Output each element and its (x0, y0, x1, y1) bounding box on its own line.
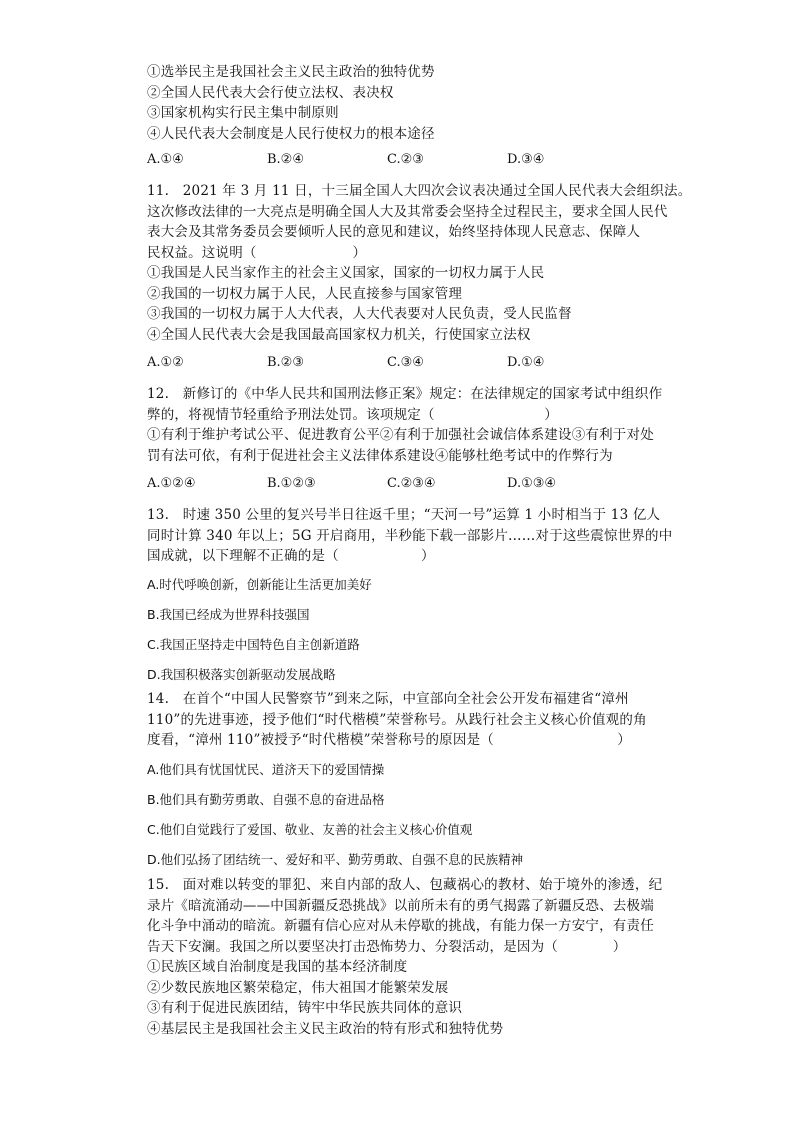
q10-option-c[interactable]: C.②③ (387, 152, 424, 167)
q15-stem-line: 化斗争中涌动的暗流。新疆有信心应对从未停歇的挑战，有能力保一方安宁，有责任 (147, 918, 654, 934)
q15-stem (147, 875, 667, 957)
q12-stem-line: 12. 新修订的《中华人民共和国刑法修正案》规定：在法律规定的国家考试中组织作 (147, 386, 663, 402)
q15-item-1: ①民族区域自治制度是我国的基本经济制度 (147, 959, 408, 975)
q14-stem-line: 110”的先进事迹，授予他们“时代楷模”荣誉称号。从践行社会主义核心价值观的角 (147, 711, 647, 728)
q10-items (147, 62, 667, 144)
q12-stem-line: 罚有法可依，有利于促进社会主义法律体系建设④能够杜绝考试中的作弊行为 (147, 447, 613, 464)
q12-option-b[interactable]: B.①②③ (267, 476, 316, 491)
q11-stem-line: 民权益。这说明（ ） (147, 244, 367, 261)
q11-option-c[interactable]: C.③④ (387, 355, 424, 370)
q10-item-1: ①选举民主是我国社会主义民主政治的独特优势 (147, 64, 435, 80)
q14-option-c[interactable]: C.他们自觉践行了爱国、敬业、友善的社会主义核心价值观 (147, 822, 473, 837)
q11-item-2: ②我国的一切权力属于人民，人民直接参与国家管理 (147, 285, 463, 302)
q15-item-2: ②少数民族地区繁荣稳定，伟大祖国才能繁荣发展 (147, 979, 449, 996)
q14-option-a[interactable]: A.他们具有忧国忧民、道济天下的爱国情操 (147, 762, 385, 777)
q10-option-b[interactable]: B.②④ (267, 152, 304, 167)
q11-items (147, 263, 667, 345)
q13-stem-line: 同时计算 340 年以上；5G 开启商用，半秒能下载一部影片……对于这些震惊世界的中 (147, 527, 673, 544)
q13-option-d[interactable]: D.我国积极落实创新驱动发展战略 (147, 667, 336, 682)
q12-option-a[interactable]: A.①②④ (147, 476, 196, 491)
q13-stem (147, 505, 673, 567)
q10-options (147, 152, 667, 172)
q15-stem-line: 15. 面对难以转变的罪犯、来自内部的敌人、包藏祸心的教材、始于境外的渗透，纪 (147, 877, 663, 893)
q10-option-a[interactable]: A.①④ (147, 152, 184, 167)
q12-option-d[interactable]: D.①③④ (507, 476, 557, 491)
q12-stem (147, 384, 667, 466)
q15-items (147, 957, 667, 1039)
q11-options (147, 355, 667, 375)
q11-stem (147, 181, 692, 263)
q11-item-4: ④全国人民代表大会是我国最高国家权力机关，行使国家立法权 (147, 326, 531, 343)
q10-item-2: ②全国人民代表大会行使立法权、表决权 (147, 84, 394, 101)
q13-option-a[interactable]: A.时代呼唤创新，创新能让生活更加美好 (147, 577, 372, 592)
q13-stem-line: 国成就，以下理解不正确的是（ ） (147, 548, 435, 564)
q14-stem-line: 14. 在首个“中国人民警察节”到来之际，中宣部向全社会公开发布福建省“漳州 (147, 691, 629, 707)
q11-item-1: ①我国是人民当家作主的社会主义国家，国家的一切权力属于人民 (147, 265, 545, 281)
q15-item-3: ③有利于促进民族团结，铸牢中华民族共同体的意识 (147, 1000, 463, 1016)
q15-item-4: ④基层民主是我国社会主义民主政治的特有形式和独特优势 (147, 1020, 504, 1037)
q11-option-a[interactable]: A.①② (147, 355, 184, 370)
q11-option-d[interactable]: D.①④ (507, 355, 545, 370)
q14-option-d[interactable]: D.他们弘扬了团结统一、爱好和平、勤劳勇敢、自强不息的民族精神 (147, 852, 524, 867)
q14-stem (147, 689, 667, 751)
q11-stem-line: 11. 2021 年 3 月 11 日，十三届全国人大四次会议表决通过全国人民代表大会组织法。 (147, 183, 692, 199)
q14-option-b[interactable]: B.他们具有勤劳勇敢、自强不息的奋进品格 (147, 792, 385, 807)
q12-option-c[interactable]: C.②③④ (387, 476, 436, 491)
q12-stem-line: 弊的，将视情节轻重给予刑法处罚。该项规定（ ） (147, 406, 558, 423)
q10-item-4: ④人民代表大会制度是人民行使权力的根本途径 (147, 125, 435, 142)
q13-options (147, 575, 667, 695)
q11-item-3: ③我国的一切权力属于人大代表，人大代表要对人民负责，受人民监督 (147, 306, 572, 322)
q12-options (147, 476, 667, 496)
q14-stem-line: 度看，“漳州 110”被授予“时代楷模”荣誉称号的原因是（ ） (147, 732, 631, 748)
q11-stem-line: 这次修改法律的一大亮点是明确全国人大及其常委会坚持全过程民主，要求全国人民代 (147, 203, 668, 220)
q13-option-c[interactable]: C.我国正坚持走中国特色自主创新道路 (147, 637, 360, 652)
q15-stem-line: 录片《暗流涌动——中国新疆反恐挑战》以前所未有的勇气揭露了新疆反恐、去极端 (147, 897, 654, 914)
q12-stem-line: ①有利于维护考试公平、促进教育公平②有利于加强社会诚信体系建设③有利于对处 (147, 427, 654, 443)
q13-stem-line: 13. 时速 350 公里的复兴号半日往返千里；“天河一号”运算 1 小时相当于 13 亿人 (147, 507, 661, 523)
q11-option-b[interactable]: B.②③ (267, 355, 304, 370)
q14-options (147, 760, 667, 880)
q10-item-3: ③国家机构实行民主集中制原则 (147, 105, 339, 121)
q10-option-d[interactable]: D.③④ (507, 152, 545, 167)
q15-stem-line: 告天下安澜。我国之所以要坚决打击恐怖势力、分裂活动，是因为（ ） (147, 938, 627, 955)
q13-option-b[interactable]: B.我国已经成为世界科技强国 (147, 607, 310, 622)
q11-stem-line: 表大会及其常务委员会要倾听人民的意见和建议，始终坚持体现人民意志、保障人 (147, 224, 641, 240)
